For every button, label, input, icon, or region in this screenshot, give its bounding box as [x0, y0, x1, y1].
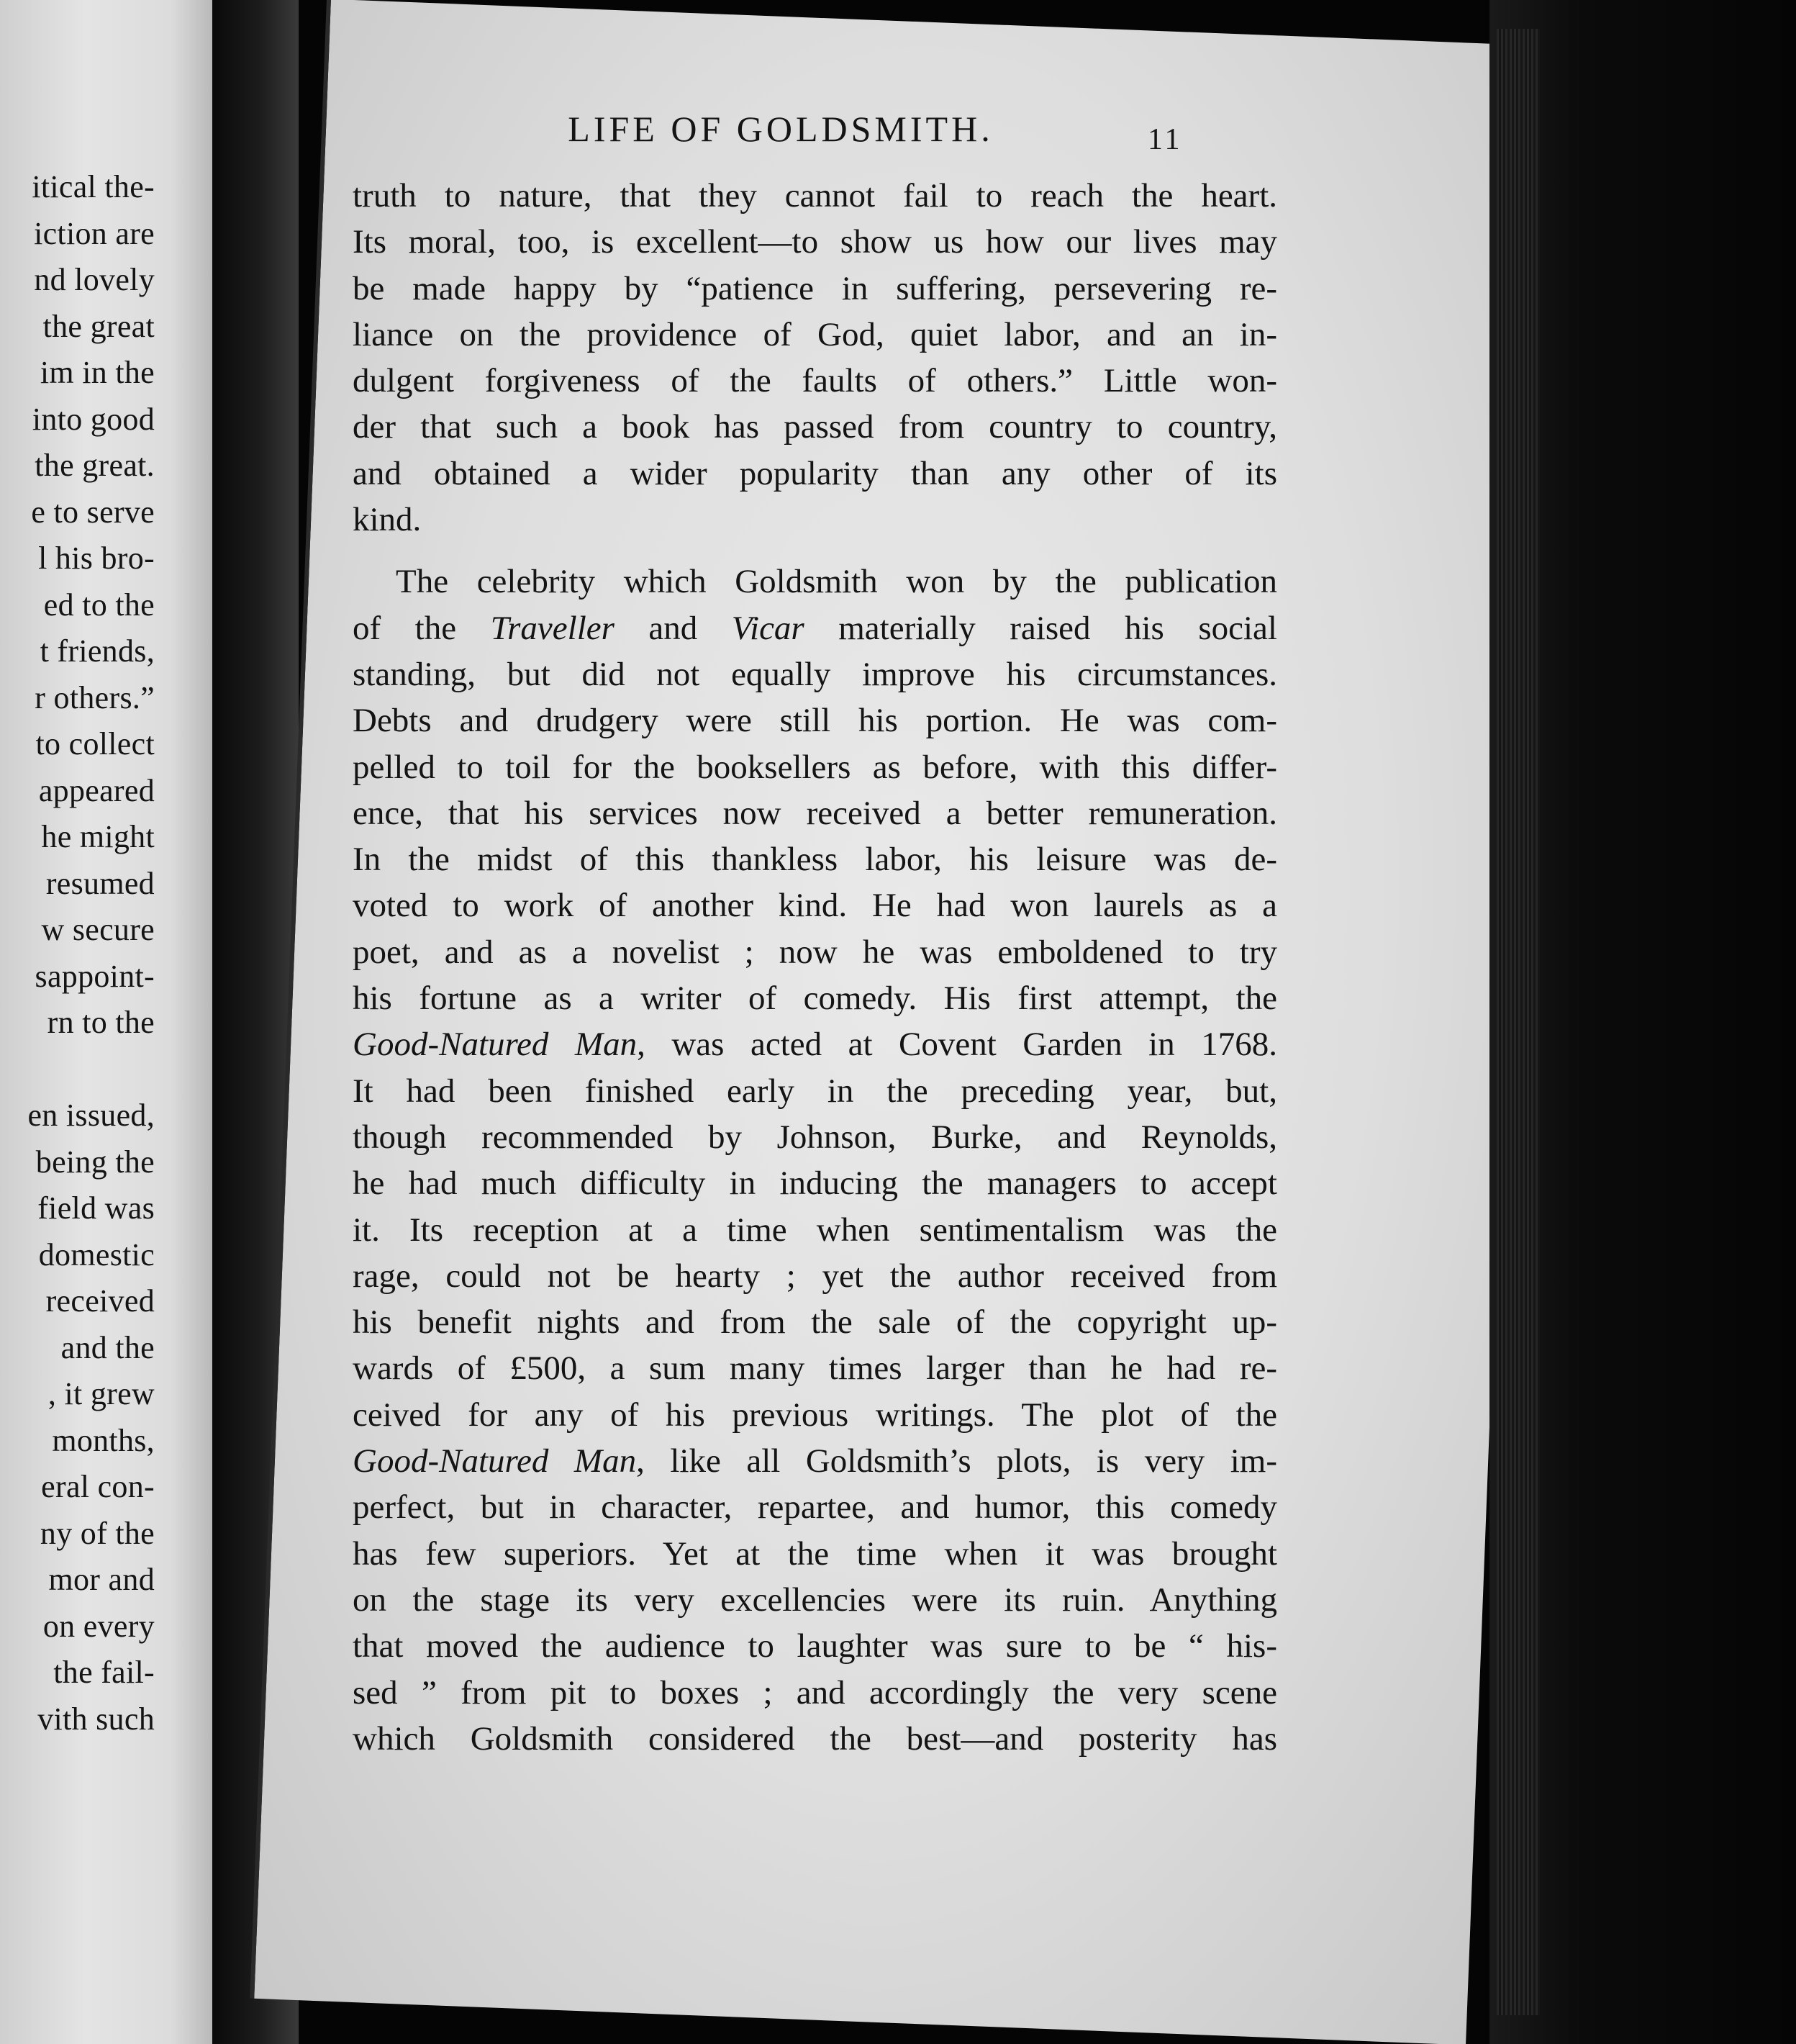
text-line: Debts and drudgery were still his portion. He was com-: [353, 702, 1277, 740]
text-line: be made happy by “patience in suffering, persevering re-: [353, 269, 1277, 307]
left-page-line: , it grew: [47, 1376, 155, 1411]
text-line: der that such a book has passed from country to country,: [353, 408, 1277, 446]
text-line: sed ” from pit to boxes ; and accordingly the very scene: [353, 1673, 1277, 1711]
text-line: truth to nature, that they cannot fail to reach the heart.: [353, 177, 1277, 214]
left-page-line: appeared: [38, 772, 155, 808]
left-page-line: en issued,: [27, 1098, 155, 1133]
left-page-line: into good: [32, 401, 155, 437]
left-page-line: vith such: [37, 1701, 155, 1737]
text-line: poet, and as a novelist ; now he was emboldened to try: [353, 933, 1277, 971]
left-page-line: the great.: [35, 448, 155, 483]
left-page-line: rn to the: [47, 1005, 155, 1040]
left-page-line: l his bro-: [38, 541, 155, 576]
left-page-line: the fail-: [53, 1655, 155, 1690]
text-line: Good-Natured Man, was acted at Covent Garden in 1768.: [353, 1026, 1277, 1064]
text-line: has few superiors. Yet at the time when it was brought: [353, 1534, 1277, 1573]
text-line: pelled to toil for the booksellers as before, with this differ-: [353, 748, 1277, 786]
page-edge-stripes: [1497, 29, 1540, 2015]
body-text: [353, 173, 1277, 1762]
text-line: standing, but did not equally improve his circumstances.: [353, 655, 1277, 693]
text-line: which Goldsmith considered the best—and posterity has: [353, 1719, 1277, 1758]
left-page-line: received: [45, 1283, 155, 1319]
left-page-line: t friends,: [40, 633, 155, 669]
left-page-line: he might: [41, 819, 155, 854]
left-page-line: ny of the: [40, 1515, 155, 1551]
left-page-line: [27, 1046, 155, 1093]
left-page-line: the great: [42, 308, 155, 344]
text-line: on the stage its very excellencies were its ruin. Anything: [353, 1581, 1277, 1619]
text-line: his fortune as a writer of comedy. His first attempt, the: [353, 980, 1277, 1018]
left-page-line: itical the-: [32, 169, 155, 204]
left-page-line: on every: [42, 1608, 155, 1644]
left-page-line: to collect: [35, 726, 155, 761]
left-page: [0, 0, 212, 2044]
left-page-line: being the: [35, 1144, 155, 1180]
left-page-line: months,: [52, 1422, 155, 1458]
text-line: voted to work of another kind. He had won laurels as a: [353, 887, 1277, 925]
text-line: wards of £500, a sum many times larger than he had re-: [353, 1349, 1277, 1388]
text-line: In the midst of this thankless labor, his leisure was de-: [353, 841, 1277, 879]
text-line: rage, could not be hearty ; yet the author received from: [353, 1257, 1277, 1295]
left-page-line: mor and: [48, 1562, 155, 1597]
text-line: It had been finished early in the preceding year, but,: [353, 1072, 1277, 1110]
left-page-line: domestic: [38, 1236, 155, 1272]
left-page-line: field was: [37, 1190, 155, 1226]
text-line: and obtained a wider popularity than any other of its: [353, 454, 1277, 492]
text-line: Its moral, too, is excellent—to show us how our lives may: [353, 223, 1277, 261]
text-line: he had much difficulty in inducing the managers to accept: [353, 1165, 1277, 1203]
left-page-line: e to serve: [31, 494, 155, 530]
text-line: liance on the providence of God, quiet labor, and an in-: [353, 315, 1277, 353]
text-line: kind.: [353, 501, 422, 539]
text-line: of the Traveller and Vicar materially raised his social: [353, 609, 1277, 647]
text-line: though recommended by Johnson, Burke, and Reynolds,: [353, 1118, 1277, 1156]
text-line: perfect, but in character, repartee, and humor, this comedy: [353, 1488, 1277, 1527]
left-page-line: w secure: [41, 912, 155, 947]
text-line: it. Its reception at a time when sentimentalism was the: [353, 1211, 1277, 1249]
left-page-line: ed to the: [43, 587, 155, 623]
left-page-line: sappoint-: [35, 958, 155, 994]
text-line: his benefit nights and from the sale of the copyright up-: [353, 1303, 1277, 1342]
page-number: 11: [1148, 123, 1183, 156]
paragraph-gap: [353, 543, 1277, 559]
text-line: that moved the audience to laughter was sure to be “ his-: [353, 1627, 1277, 1665]
left-page-line: iction are: [34, 215, 155, 251]
page-edge: [1489, 0, 1796, 2044]
left-page-line: r others.”: [35, 679, 155, 715]
text-line: The celebrity which Goldsmith won by the publication: [396, 563, 1277, 601]
left-page-text: [27, 164, 155, 1742]
left-page-line: im in the: [40, 355, 155, 390]
running-head: LIFE OF GOLDSMITH.: [568, 109, 994, 149]
left-page-line: and the: [60, 1329, 155, 1365]
left-page-line: nd lovely: [34, 262, 155, 297]
left-page-line: eral con-: [41, 1469, 155, 1504]
text-line: Good-Natured Man, like all Goldsmith’s plots, is very im-: [353, 1442, 1277, 1480]
text-line: ence, that his services now received a better remuneration.: [353, 794, 1277, 832]
text-line: dulgent forgiveness of the faults of others.” Little won-: [353, 362, 1277, 400]
text-line: ceived for any of his previous writings. The plot of the: [353, 1396, 1277, 1434]
left-page-line: resumed: [45, 865, 155, 901]
